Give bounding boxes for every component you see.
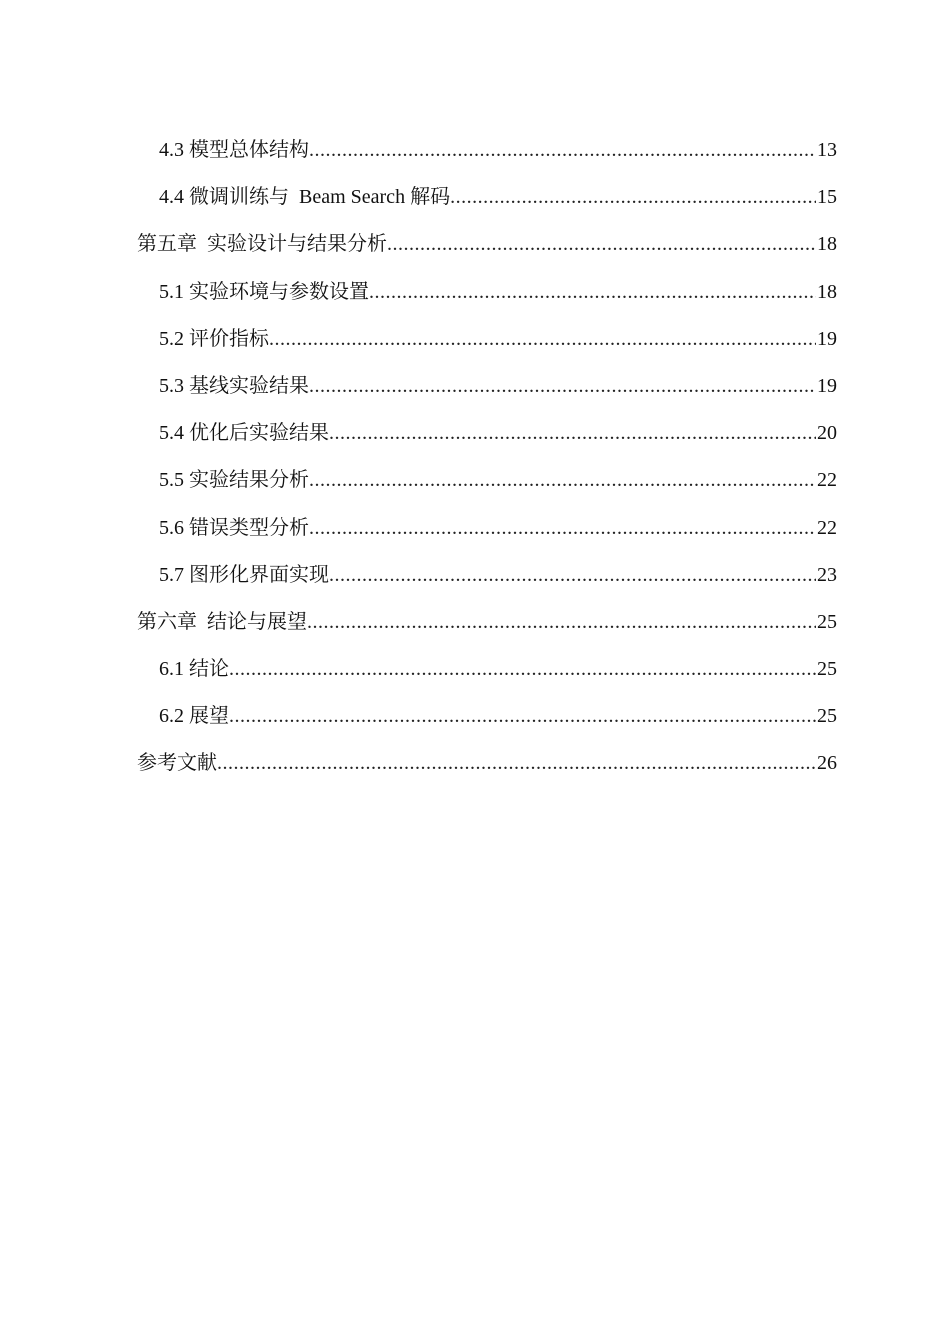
- toc-leader-dots: [309, 457, 816, 504]
- toc-entry-title: 5.7 图形化界面实现: [159, 563, 329, 586]
- toc-entry[interactable]: [137, 599, 837, 646]
- toc-leader-dots: [229, 646, 816, 693]
- toc-entry[interactable]: [137, 693, 837, 740]
- toc-entry-page: 23: [817, 563, 837, 586]
- toc-entry-page: 25: [817, 705, 837, 728]
- toc-entry-title: 5.3 基线实验结果: [159, 374, 309, 397]
- toc-leader-dots: [309, 127, 816, 174]
- toc-leader-dots: [309, 363, 816, 410]
- toc-entry-title: 5.4 优化后实验结果: [159, 422, 329, 445]
- toc-entry[interactable]: [137, 552, 837, 599]
- toc-entry[interactable]: [137, 740, 837, 787]
- toc-entry[interactable]: [137, 646, 837, 693]
- toc-entry-title: 5.6 错误类型分析: [159, 516, 309, 539]
- toc-entry-title: 第六章 结论与展望: [137, 610, 307, 633]
- toc-leader-dots: [329, 410, 816, 457]
- toc-entry-title: 5.5 实验结果分析: [159, 469, 309, 492]
- toc-entry[interactable]: [137, 269, 837, 316]
- toc-entry-page: 22: [817, 516, 837, 539]
- toc-entry-title: 4.3 模型总体结构: [159, 139, 309, 161]
- toc-entry[interactable]: [137, 174, 837, 221]
- toc-entry[interactable]: [137, 127, 837, 174]
- table-of-contents: [137, 127, 837, 788]
- toc-leader-dots: [450, 174, 816, 221]
- toc-entry-page: 18: [817, 233, 837, 256]
- toc-entry-page: 22: [817, 469, 837, 492]
- toc-entry-title: 5.2 评价指标: [159, 327, 269, 350]
- toc-entry-page: 18: [817, 280, 837, 303]
- toc-entry-page: 13: [817, 139, 837, 161]
- toc-entry-page: 25: [817, 658, 837, 681]
- toc-entry-title: 5.1 实验环境与参数设置: [159, 280, 369, 303]
- toc-entry[interactable]: [137, 316, 837, 363]
- toc-entry-page: 20: [817, 422, 837, 445]
- toc-leader-dots: [217, 740, 816, 787]
- toc-entry[interactable]: [137, 457, 837, 504]
- toc-leader-dots: [309, 505, 816, 552]
- toc-entry-title: 4.4 微调训练与 Beam Search 解码: [159, 186, 451, 209]
- toc-entry[interactable]: [137, 363, 837, 410]
- toc-entry-page: 19: [817, 374, 837, 397]
- toc-leader-dots: [329, 552, 816, 599]
- toc-entry-title: 6.1 结论: [159, 658, 229, 681]
- toc-entry-page: 15: [817, 186, 837, 209]
- toc-leader-dots: [307, 599, 816, 646]
- toc-entry[interactable]: [137, 505, 837, 552]
- toc-entry-title: 参考文献: [137, 752, 217, 775]
- toc-entry-page: 26: [817, 752, 837, 775]
- toc-entry-page: 25: [817, 610, 837, 633]
- toc-leader-dots: [369, 269, 816, 316]
- toc-entry-title: 第五章 实验设计与结果分析: [137, 233, 387, 256]
- toc-leader-dots: [387, 221, 816, 268]
- toc-leader-dots: [229, 693, 816, 740]
- toc-entry[interactable]: [137, 410, 837, 457]
- toc-entry-page: 19: [817, 327, 837, 350]
- toc-entry-title: 6.2 展望: [159, 705, 229, 728]
- toc-leader-dots: [269, 316, 816, 363]
- toc-entry[interactable]: [137, 221, 837, 268]
